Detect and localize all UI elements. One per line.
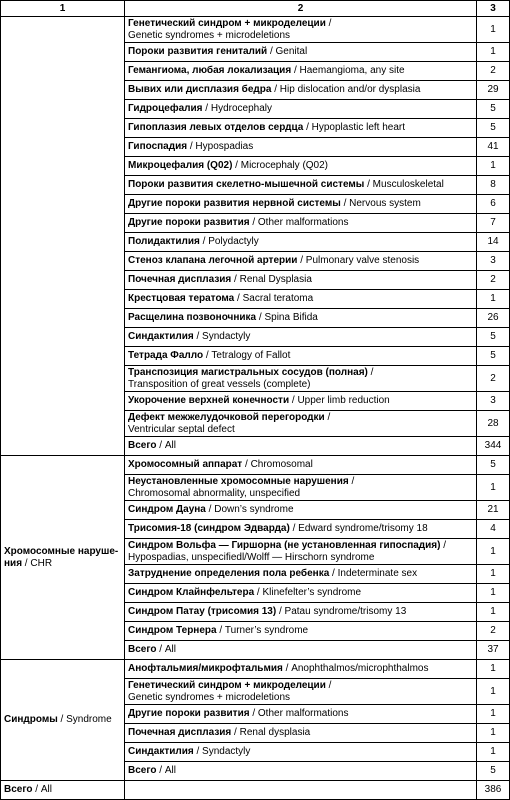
count-cell: 1	[477, 584, 510, 603]
count-cell: 29	[477, 81, 510, 100]
label-en: Chromosomal	[250, 459, 313, 471]
label-ru: Синдром Клайнфельтера	[128, 587, 255, 599]
label-cell: Генетический синдром + микроделеции / Genetic syndromes + microdeletions	[125, 679, 477, 705]
grand-total-ru: Всего	[4, 784, 33, 796]
count-cell: 7	[477, 214, 510, 233]
label-ru: Генетический синдром + микроделеции	[128, 680, 326, 692]
count-cell: 1	[477, 475, 510, 501]
label-en: Syndactyly	[202, 746, 251, 758]
count-cell: 1	[477, 705, 510, 724]
label-en: All	[164, 765, 176, 777]
count-cell: 1	[477, 157, 510, 176]
label-en: Anophthalmos/microphthalmos	[291, 663, 429, 675]
count-cell: 2	[477, 271, 510, 290]
group-name-en: Syndrome	[66, 714, 112, 726]
group-name-en: CHR	[30, 557, 53, 569]
label-en: Hypoplastic left heart	[311, 122, 406, 134]
column-header-1: 1	[1, 1, 125, 17]
count-cell: 4	[477, 520, 510, 539]
count-cell: 1	[477, 660, 510, 679]
label-cell: Синдром Клайнфельтера / Klinefelter’s syndrome	[125, 584, 477, 603]
label-ru: Расщелина позвоночника	[128, 312, 257, 324]
label-cell: Гипоспадия / Hypospadias	[125, 138, 477, 157]
label-cell: Тетрада Фалло / Tetralogy of Fallot	[125, 347, 477, 366]
count-cell: 6	[477, 195, 510, 214]
count-cell: 14	[477, 233, 510, 252]
label-cell: Синдром Патау (трисомия 13) / Patau syndrome/trisomy 13	[125, 603, 477, 622]
count-cell: 2	[477, 622, 510, 641]
grand-total-value: 386	[477, 781, 510, 800]
label-en: Renal dysplasia	[239, 727, 311, 739]
label-ru: Пороки развития скелетно-мышечной системы	[128, 179, 365, 191]
label-ru: Всего	[128, 765, 157, 777]
count-cell: 344	[477, 437, 510, 456]
label-en: Turner’s syndrome	[224, 625, 309, 637]
label-cell: Всего / All	[125, 437, 477, 456]
label-ru: Микроцефалия (Q02)	[128, 160, 233, 172]
label-en: All	[164, 644, 176, 656]
label-ru: Генетический синдром + микроделеции	[128, 18, 326, 30]
count-cell: 1	[477, 43, 510, 62]
label-en: Sacral teratoma	[242, 293, 314, 305]
label-ru: Укорочение верхней конечности	[128, 395, 290, 407]
label-cell: Пороки развития гениталий / Genital	[125, 43, 477, 62]
label-en: Hypospadias, unspecifiedl/Wolff — Hirschorn syndrome	[128, 551, 375, 563]
label-cell: Полидактилия / Polydactyly	[125, 233, 477, 252]
label-ru: Почечная дисплазия	[128, 727, 232, 739]
label-ru: Гидроцефалия	[128, 103, 203, 115]
label-cell: Анофтальмия/микрофтальмия / Anophthalmos/microphthalmos	[125, 660, 477, 679]
label-en: Renal Dysplasia	[239, 274, 312, 286]
label-ru: Вывих или дисплазия бедра	[128, 84, 272, 96]
label-en: Tetralogy of Fallot	[211, 350, 291, 362]
count-cell: 5	[477, 100, 510, 119]
label-cell: Хромосомный аппарат / Chromosomal	[125, 456, 477, 475]
label-en: Klinefelter’s syndrome	[262, 587, 362, 599]
count-cell: 21	[477, 501, 510, 520]
label-en: Hip dislocation and/or dysplasia	[279, 84, 421, 96]
label-cell: Другие пороки развития / Other malformations	[125, 705, 477, 724]
label-ru: Полидактилия	[128, 236, 200, 248]
label-ru: Транспозиция магистральных сосудов (полная)	[128, 367, 368, 379]
count-cell: 1	[477, 539, 510, 565]
group-name-ru: Хромосомные наруше-ния	[4, 546, 119, 569]
label-ru: Анофтальмия/микрофтальмия	[128, 663, 283, 675]
label-ru: Тетрада Фалло	[128, 350, 204, 362]
label-cell: Неустановленные хромосомные нарушения / Chromosomal abnormality, unspecified	[125, 475, 477, 501]
grand-total-label: Всего / All	[1, 781, 125, 800]
label-cell: Почечная дисплазия / Renal Dysplasia	[125, 271, 477, 290]
count-cell: 1	[477, 603, 510, 622]
label-en: Hypospadias	[195, 141, 254, 153]
label-ru: Хромосомный аппарат	[128, 459, 243, 471]
label-cell: Другие пороки развития нервной системы / Nervous system	[125, 195, 477, 214]
label-cell: Всего / All	[125, 641, 477, 660]
label-ru: Трисомия-18 (синдром Эдварда)	[128, 523, 290, 535]
label-cell: Гипоплазия левых отделов сердца / Hypoplastic left heart	[125, 119, 477, 138]
label-en: Genetic syndromes + microdeletions	[128, 691, 291, 703]
count-cell: 1	[477, 290, 510, 309]
label-cell: Расщелина позвоночника / Spina Bifida	[125, 309, 477, 328]
count-cell: 5	[477, 762, 510, 781]
label-ru: Почечная дисплазия	[128, 274, 232, 286]
table-row	[1, 456, 510, 475]
count-cell: 1	[477, 724, 510, 743]
label-ru: Дефект межжелудочковой перегородки	[128, 412, 325, 424]
label-ru: Гипоплазия левых отделов сердца	[128, 122, 304, 134]
label-ru: Синдром Дауна	[128, 504, 206, 516]
label-en: Microcephaly (Q02)	[240, 160, 329, 172]
label-cell: Микроцефалия (Q02) / Microcephaly (Q02)	[125, 157, 477, 176]
count-cell: 5	[477, 347, 510, 366]
grand-total-en: All	[40, 784, 52, 796]
label-en: All	[164, 440, 176, 452]
count-cell: 1	[477, 679, 510, 705]
grand-total-row	[1, 781, 510, 800]
label-cell: Всего / All	[125, 762, 477, 781]
label-ru: Гипоспадия	[128, 141, 188, 153]
label-en: Upper limb reduction	[297, 395, 390, 407]
label-cell: Крестцовая тератома / Sacral teratoma	[125, 290, 477, 309]
label-ru: Синдром Вольфа — Гиршорна (не установленная гипоспадия)	[128, 540, 441, 552]
label-cell: Укорочение верхней конечности / Upper limb reduction	[125, 392, 477, 411]
count-cell: 1	[477, 17, 510, 43]
count-cell: 5	[477, 119, 510, 138]
label-en: Pulmonary valve stenosis	[305, 255, 420, 267]
label-ru: Крестцовая тератома	[128, 293, 235, 305]
label-cell: Трисомия-18 (синдром Эдварда) / Edward syndrome/trisomy 18	[125, 520, 477, 539]
label-cell: Почечная дисплазия / Renal dysplasia	[125, 724, 477, 743]
label-ru: Всего	[128, 644, 157, 656]
label-ru: Всего	[128, 440, 157, 452]
label-cell: Вывих или дисплазия бедра / Hip dislocation and/or dysplasia	[125, 81, 477, 100]
count-cell: 37	[477, 641, 510, 660]
count-cell: 1	[477, 743, 510, 762]
table-row	[1, 17, 510, 43]
label-cell: Синдром Вольфа — Гиршорна (не установленная гипоспадия) / Hypospadias, unspecifiedl/Wolff — Hirschorn syndrome	[125, 539, 477, 565]
label-cell: Синдактилия / Syndactyly	[125, 743, 477, 762]
header-row	[1, 1, 510, 17]
label-en: Musculoskeletal	[372, 179, 444, 191]
label-en: Other malformations	[257, 217, 349, 229]
count-cell: 2	[477, 366, 510, 392]
label-cell: Генетический синдром + микроделеции / Genetic syndromes + microdeletions	[125, 17, 477, 43]
label-en: Nervous system	[349, 198, 421, 210]
column-header-3: 3	[477, 1, 510, 17]
label-ru: Другие пороки развития	[128, 708, 250, 720]
group-name-ru: Синдромы	[4, 714, 58, 726]
label-cell: Синдром Тернера / Turner’s syndrome	[125, 622, 477, 641]
count-cell: 5	[477, 456, 510, 475]
count-cell: 28	[477, 411, 510, 437]
label-cell: Гидроцефалия / Hydrocephaly	[125, 100, 477, 119]
group-label-cell	[1, 17, 125, 456]
label-cell: Дефект межжелудочковой перегородки / Ventricular septal defect	[125, 411, 477, 437]
label-ru: Неустановленные хромосомные нарушения	[128, 476, 349, 488]
label-en: Genetic syndromes + microdeletions	[128, 29, 291, 41]
label-cell: Синдром Дауна / Down’s syndrome	[125, 501, 477, 520]
label-ru: Пороки развития гениталий	[128, 46, 268, 58]
label-cell: Стеноз клапана легочной артерии / Pulmonary valve stenosis	[125, 252, 477, 271]
label-en: Transposition of great vessels (complete)	[128, 378, 311, 390]
label-en: Genital	[275, 46, 308, 58]
label-en: Syndactyly	[202, 331, 251, 343]
label-ru: Синдром Тернера	[128, 625, 217, 637]
label-en: Patau syndrome/trisomy 13	[284, 606, 407, 618]
count-cell: 8	[477, 176, 510, 195]
group-label-cell: Синдромы / Syndrome	[1, 660, 125, 781]
column-header-2: 2	[125, 1, 477, 17]
label-en: Hydrocephaly	[210, 103, 272, 115]
grand-total-empty	[125, 781, 477, 800]
label-en: Spina Bifida	[264, 312, 318, 324]
label-en: Other malformations	[257, 708, 349, 720]
label-ru: Синдактилия	[128, 746, 194, 758]
label-en: Ventricular septal defect	[128, 423, 235, 435]
count-cell: 3	[477, 252, 510, 271]
label-cell: Транспозиция магистральных сосудов (полная) / Transposition of great vessels (complete)	[125, 366, 477, 392]
count-cell: 3	[477, 392, 510, 411]
label-ru: Стеноз клапана легочной артерии	[128, 255, 298, 267]
label-ru: Синдактилия	[128, 331, 194, 343]
label-cell: Другие пороки развития / Other malformations	[125, 214, 477, 233]
label-ru: Гемангиома, любая локализация	[128, 65, 292, 77]
label-en: Down’s syndrome	[214, 504, 294, 516]
label-cell: Гемангиома, любая локализация / Haemangioma, any site	[125, 62, 477, 81]
count-cell: 26	[477, 309, 510, 328]
label-en: Indeterminate sex	[337, 568, 418, 580]
count-cell: 1	[477, 565, 510, 584]
group-label-cell: Хромосомные наруше-ния / CHR	[1, 456, 125, 660]
label-cell: Затруднение определения пола ребенка / Indeterminate sex	[125, 565, 477, 584]
label-en: Edward syndrome/trisomy 18	[298, 523, 428, 535]
label-ru: Затруднение определения пола ребенка	[128, 568, 330, 580]
label-en: Chromosomal abnormality, unspecified	[128, 487, 301, 499]
label-ru: Синдром Патау (трисомия 13)	[128, 606, 277, 618]
table-row	[1, 660, 510, 679]
label-ru: Другие пороки развития нервной системы	[128, 198, 341, 210]
label-ru: Другие пороки развития	[128, 217, 250, 229]
label-en: Polydactyly	[208, 236, 259, 248]
count-cell: 2	[477, 62, 510, 81]
label-cell: Пороки развития скелетно-мышечной системы / Musculoskeletal	[125, 176, 477, 195]
label-en: Haemangioma, any site	[299, 65, 405, 77]
label-cell: Синдактилия / Syndactyly	[125, 328, 477, 347]
count-cell: 5	[477, 328, 510, 347]
count-cell: 41	[477, 138, 510, 157]
